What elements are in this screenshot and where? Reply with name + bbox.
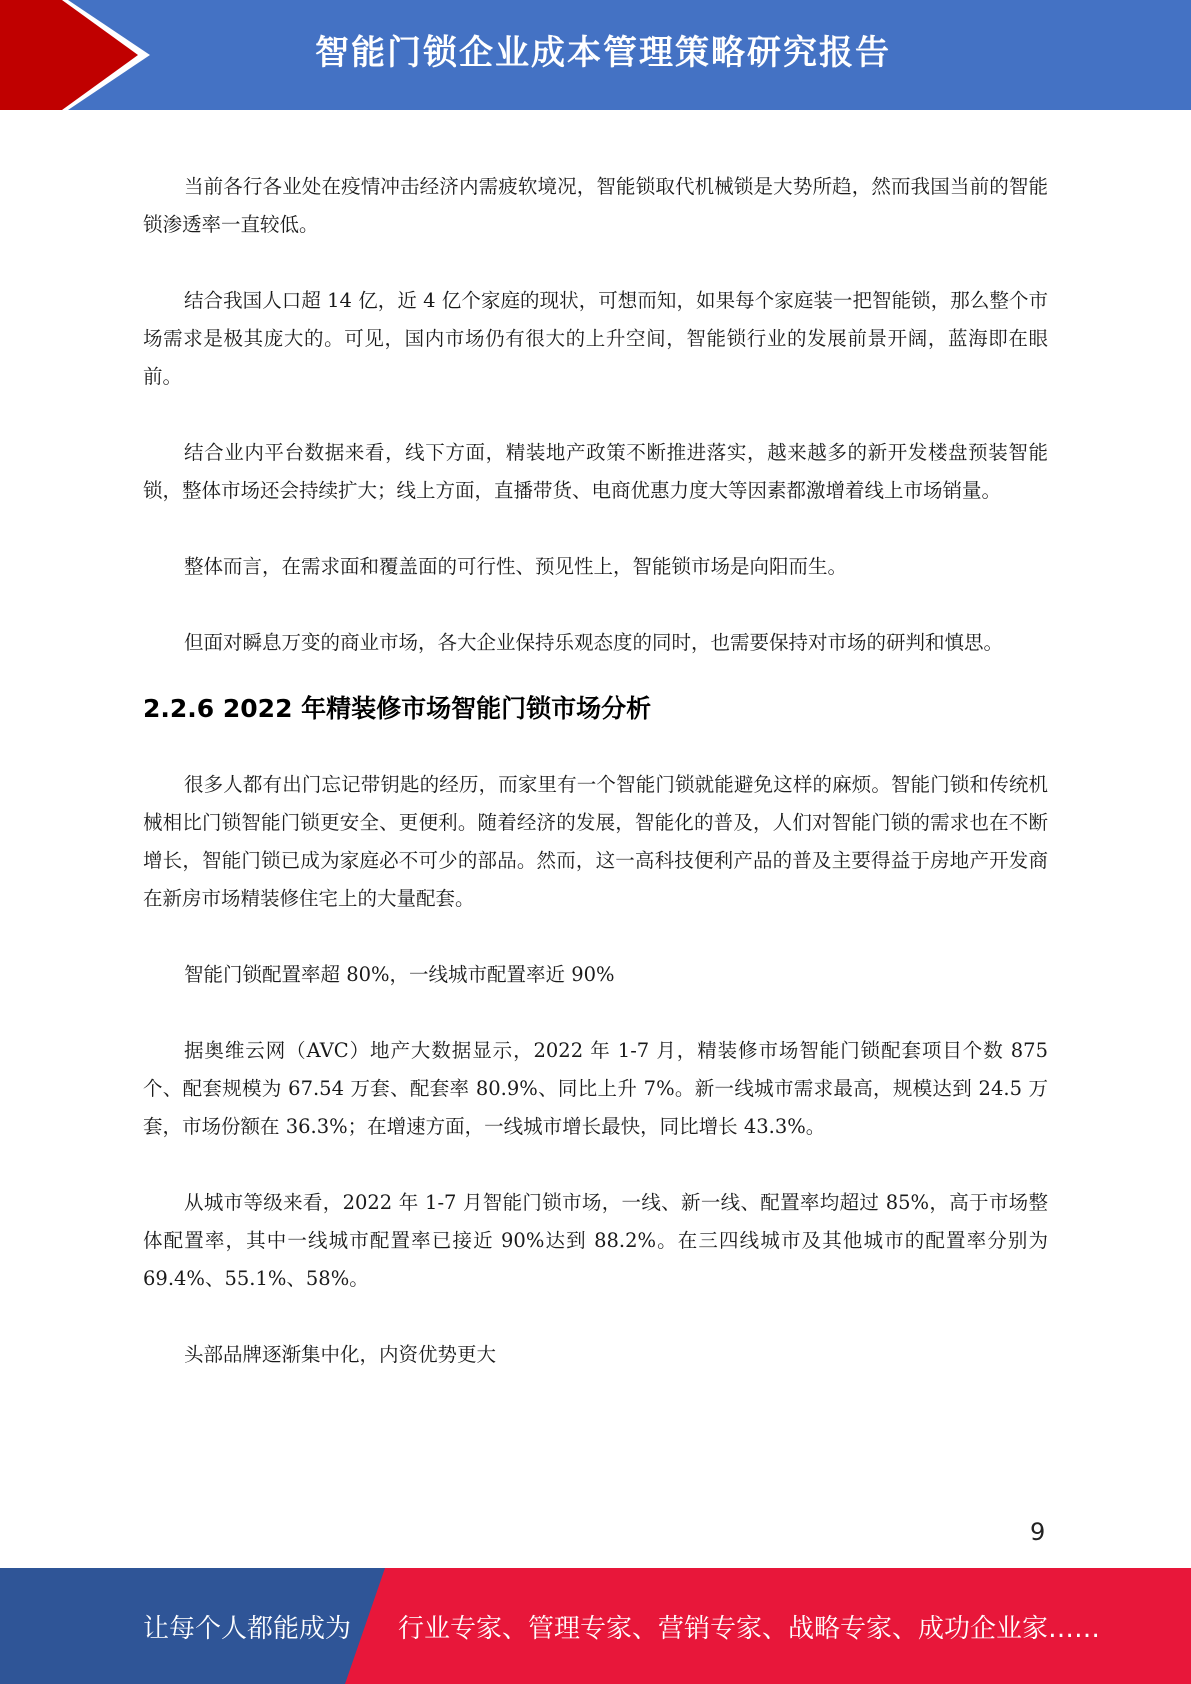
page-footer — [0, 1568, 1191, 1684]
paragraph: 结合业内平台数据来看，线下方面，精装地产政策不断推进落实，越来越多的新开发楼盘预装智能锁，整体市场还会持续扩大；线上方面，直播带货、电商优惠力度大等因素都激增着线上市场销量。 — [143, 441, 1048, 502]
footer-slogan-left: 让每个人都能成为 — [143, 1614, 352, 1644]
paragraph: 整体而言，在需求面和覆盖面的可行性、预见性上，智能锁市场是向阳而生。 — [184, 555, 848, 578]
paragraph: 智能门锁配置率超 80%，一线城市配置率近 90% — [184, 963, 615, 986]
paragraph: 头部品牌逐渐集中化，内资优势更大 — [184, 1343, 497, 1366]
page-header — [0, 0, 1191, 110]
document-title: 智能门锁企业成本管理策略研究报告 — [315, 33, 891, 73]
paragraph: 很多人都有出门忘记带钥匙的经历，而家里有一个智能门锁就能避免这样的麻烦。智能门锁和传统机械相比门锁智能门锁更安全、更便利。随着经济的发展，智能化的普及，人们对智能门锁的需求也在不断增长，智能门锁已成为家庭必不可少的部品。然而，这一高科技便利产品的普及主要得益于房地产开发商在新房市场精装修住宅上的大量配套。 — [143, 773, 1048, 910]
paragraph: 但面对瞬息万变的商业市场，各大企业保持乐观态度的同时，也需要保持对市场的研判和慎思。 — [184, 631, 1004, 654]
paragraph: 据奥维云网（AVC）地产大数据显示，2022 年 1-7 月，精装修市场智能门锁配套项目个数 875 个、配套规模为 67.54 万套、配套率 80.9%、同比上升 7%。新一线城市需求最高，规模达到 24.5 万套，市场份额在 36.3%；在增速方面，一线城市增长最快，同比增长 43.3%。 — [143, 1039, 1048, 1138]
section-heading: 2.2.6 2022 年精装修市场智能门锁市场分析 — [143, 694, 652, 723]
page-number: 9 — [1030, 1518, 1046, 1546]
paragraph: 当前各行各业处在疫情冲击经济内需疲软境况，智能锁取代机械锁是大势所趋，然而我国当前的智能锁渗透率一直较低。 — [143, 175, 1048, 236]
footer-slogan-right: 行业专家、管理专家、营销专家、战略专家、成功企业家…… — [398, 1614, 1101, 1644]
paragraph: 结合我国人口超 14 亿，近 4 亿个家庭的现状，可想而知，如果每个家庭装一把智能锁，那么整个市场需求是极其庞大的。可见，国内市场仍有很大的上升空间，智能锁行业的发展前景开阔，蓝海即在眼前。 — [143, 289, 1048, 388]
document-body — [143, 168, 1048, 1374]
paragraph: 从城市等级来看，2022 年 1-7 月智能门锁市场，一线、新一线、配置率均超过 85%，高于市场整体配置率，其中一线城市配置率已接近 90%达到 88.2%。在三四线城市及其他城市的配置率分别为 69.4%、55.1%、58%。 — [143, 1191, 1048, 1290]
